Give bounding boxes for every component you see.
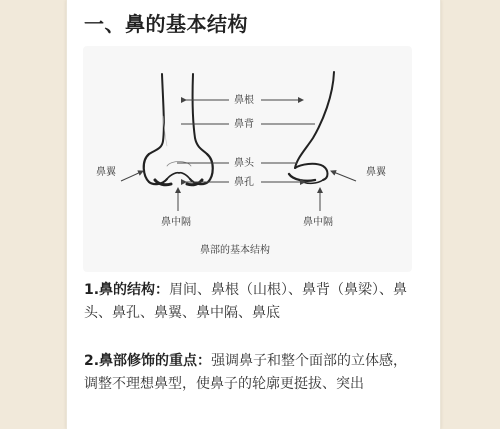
paragraph-body: 眉间、鼻根（山根）、鼻背（鼻梁）、鼻头、鼻孔、鼻翼、鼻中隔、鼻底 — [84, 282, 408, 321]
label-nasal-wing-right: 鼻翼 — [366, 167, 386, 178]
label-nose-root: 鼻根 — [234, 95, 254, 106]
paragraph-title: 2.鼻部修饰的重点： — [84, 353, 212, 369]
front-nose-sketch — [144, 74, 213, 185]
label-nose-bridge: 鼻背 — [234, 119, 254, 130]
side-nose-sketch — [289, 72, 334, 183]
label-septum-left: 鼻中隔 — [161, 217, 191, 228]
section-heading: 一、鼻的基本结构 — [84, 12, 248, 36]
label-septum-right: 鼻中隔 — [303, 217, 333, 228]
label-nasal-wing-left: 鼻翼 — [96, 167, 116, 178]
paragraph-body: 强调鼻子和整个面部的立体感，调整不理想鼻型，使鼻子的轮廓更挺拔、突出 — [84, 353, 408, 392]
leader-lines — [121, 100, 356, 211]
label-nose-tip: 鼻头 — [234, 158, 254, 169]
paragraph-title: 1.鼻的结构： — [84, 282, 170, 298]
figure-caption: 鼻部的基本结构 — [200, 245, 270, 256]
paragraph-nose-structure — [84, 279, 410, 325]
nose-structure-figure — [83, 46, 412, 272]
label-nostril: 鼻孔 — [234, 177, 254, 188]
nose-diagram — [83, 46, 412, 272]
paragraph-makeup-focus — [84, 350, 410, 396]
